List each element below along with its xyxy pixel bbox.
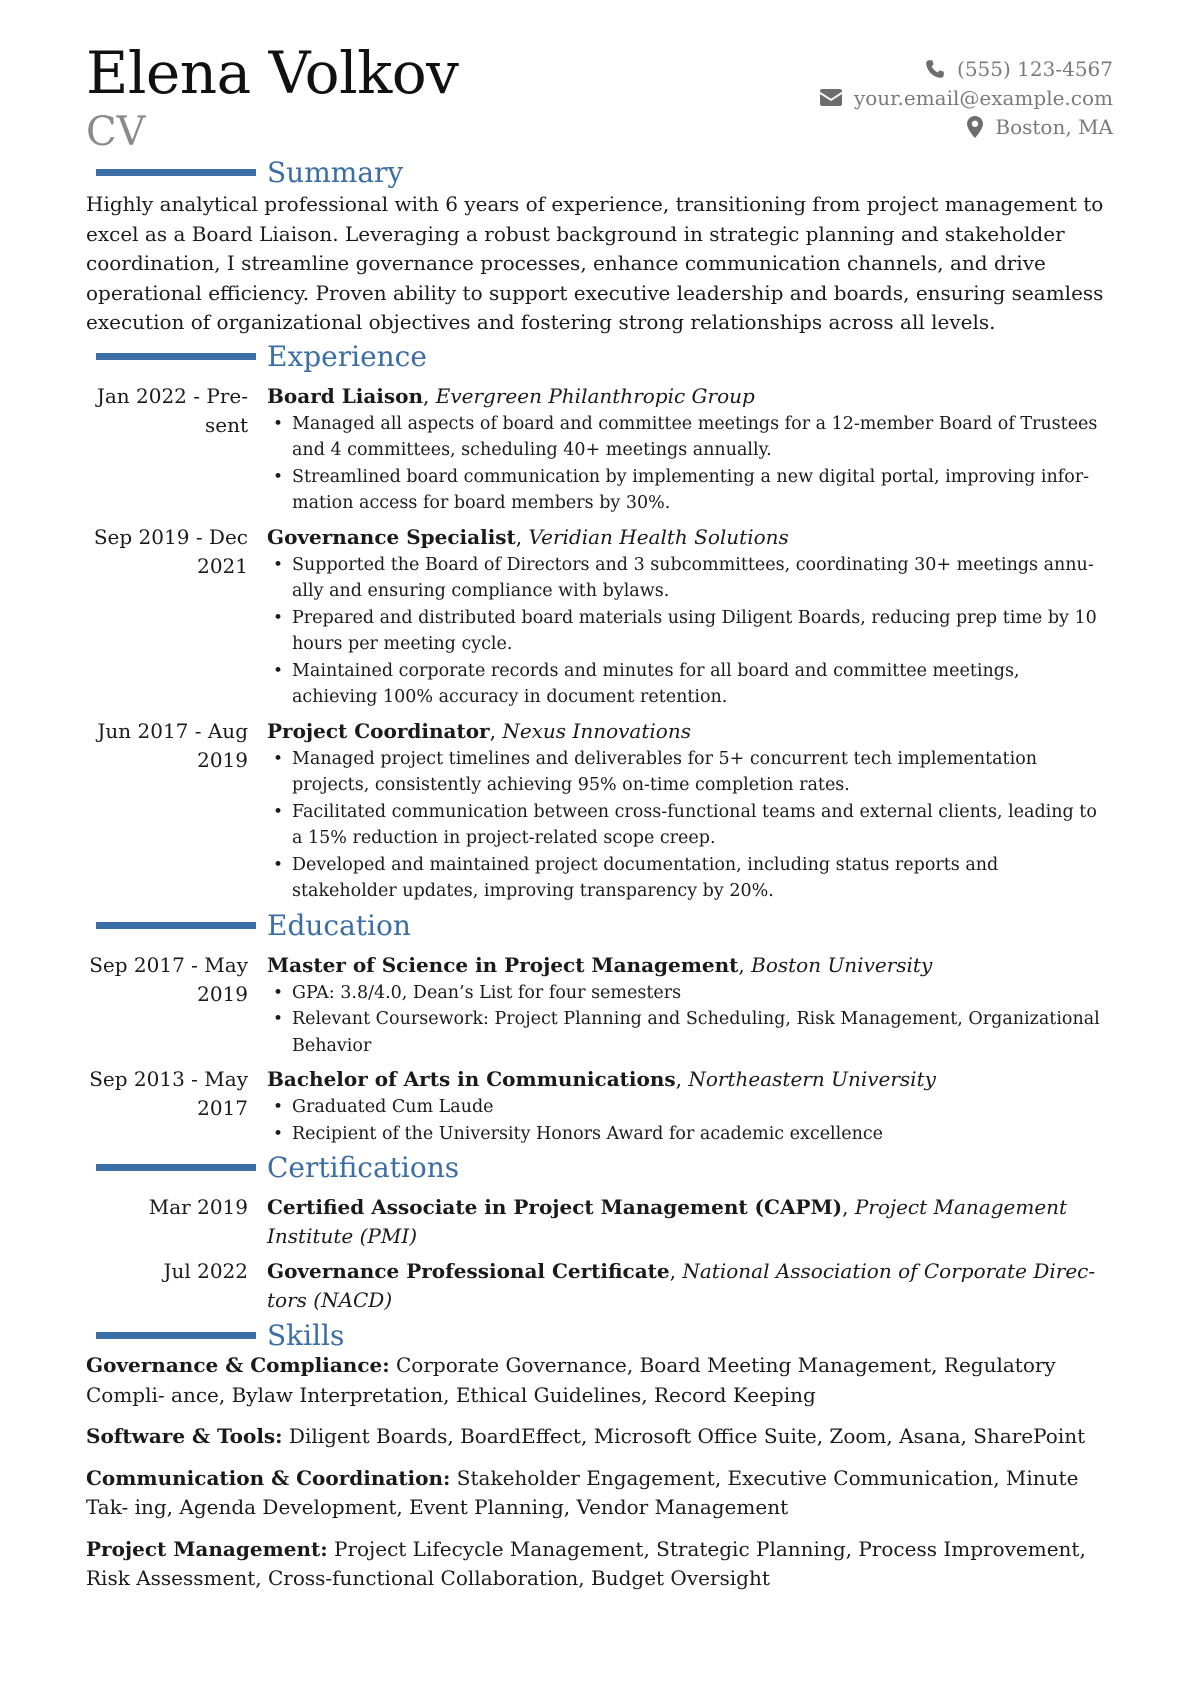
bullet-item: • Supported the Board of Directors and 3 subcommittees, coordinating 30+ meetings annu- ally and ensuring compliance with bylaws. — [267, 552, 1113, 605]
section-title: Experience — [267, 339, 427, 373]
person-name: Elena Volkov — [86, 39, 459, 107]
section-bar — [96, 1164, 256, 1171]
degree-title: Bachelor of Arts in Communications — [267, 1067, 676, 1091]
bullet-item: • Recipient of the University Honors Award for academic excellence — [267, 1121, 1113, 1148]
entry-heading: Board Liaison, Evergreen Philanthropic Group — [267, 383, 755, 408]
institution: Northeastern University — [688, 1067, 936, 1091]
organization: Evergreen Philanthropic Group — [435, 383, 755, 408]
skill-label: Project Management: — [86, 1536, 328, 1561]
entry-date: Jan 2022 - Pre- sent — [96, 383, 248, 437]
skill-label: Communication & Coordination: — [86, 1465, 451, 1490]
entry-heading: Master of Science in Project Management, Boston University — [267, 952, 933, 977]
entry-heading: Governance Professional Certificate, National Association of Corporate Direc- tors (NACD) — [267, 1259, 1096, 1312]
issuer: Project Management Institute (PMI) — [267, 1195, 1068, 1248]
entry-heading: Certified Associate in Project Management (CAPM), Project Management Institute (PMI) — [267, 1195, 1068, 1248]
section-title: Skills — [267, 1319, 345, 1352]
section-education-header — [86, 908, 1113, 947]
bullet-item: • Managed project timelines and deliverables for 5+ concurrent tech implementation projects, consistently achieving 95% on-time completion rates. — [267, 746, 1113, 799]
experience-entry — [86, 523, 1113, 711]
job-title: Board Liaison — [267, 383, 424, 408]
bullet-item: • Developed and maintained project documentation, including status reports and stakeholder updates, improving transparency by 20%. — [267, 852, 1113, 905]
contact-phone[interactable] — [820, 54, 1113, 83]
document-subtitle: CV — [86, 109, 146, 155]
certification-entry — [86, 1257, 1113, 1315]
skill-text: Project Lifecycle Management, Strategic Planning, Process Improvement, Risk Assessment, Cross-functional Collaboration, Budget Oversight — [86, 1536, 1086, 1590]
section-bar — [96, 1332, 256, 1339]
skill-label: Software & Tools: — [86, 1424, 283, 1448]
skill-line — [86, 1422, 1113, 1452]
skill-text: Stakeholder Engagement, Executive Communication, Minute Tak- ing, Agenda Development, Event Planning, Vendor Management — [86, 1465, 1079, 1519]
entry-date: Jun 2017 - Aug 2019 — [97, 718, 248, 772]
certification-title: Certified Associate in Project Management (CAPM) — [267, 1195, 843, 1219]
section-bar — [96, 922, 256, 929]
experience-entry — [86, 382, 1113, 517]
section-title: Certifications — [267, 1151, 460, 1184]
job-title: Project Coordinator — [267, 718, 490, 743]
section-title: Summary — [267, 156, 404, 189]
contact-email[interactable] — [820, 83, 1113, 112]
section-experience-header — [86, 339, 1113, 378]
entry-date: Sep 2013 - May 2017 — [89, 1067, 248, 1120]
education-entry — [86, 1065, 1113, 1147]
bullet-item: • GPA: 3.8/4.0, Dean’s List for four semesters — [267, 980, 1113, 1007]
certification-title: Governance Professional Certificate — [267, 1259, 670, 1283]
skill-line — [86, 1535, 1113, 1594]
entry-date: Mar 2019 — [148, 1195, 248, 1219]
phone-number: (555) 123-4567 — [957, 56, 1113, 81]
organization: Nexus Innovations — [502, 718, 691, 743]
bullet-item: • Facilitated communication between cross-functional teams and external clients, leading to a 15% reduction in project-related scope creep. — [267, 799, 1113, 852]
cv-header — [86, 40, 1113, 158]
certification-entry — [86, 1193, 1113, 1251]
bullet-item: • Maintained corporate records and minutes for all board and committee meetings, achieving 100% accuracy in document retention. — [267, 658, 1113, 711]
bullet-item: • Relevant Coursework: Project Planning and Scheduling, Risk Management, Organizational Behavior — [267, 1006, 1113, 1059]
skill-line — [86, 1351, 1113, 1410]
contact-location — [820, 112, 1113, 141]
contact-block — [820, 54, 1113, 141]
section-skills-header — [86, 1321, 1113, 1357]
skill-text: Diligent Boards, BoardEffect, Microsoft Office Suite, Zoom, Asana, SharePoint — [288, 1424, 1086, 1448]
bullet-item: • Managed all aspects of board and committee meetings for a 12-member Board of Trustees and 4 committees, scheduling 40+ meetings annually. — [267, 411, 1113, 464]
experience-entry — [86, 717, 1113, 905]
entry-heading: Bachelor of Arts in Communications, Northeastern University — [267, 1067, 936, 1091]
section-title: Education — [267, 908, 411, 942]
bullet-item: • Graduated Cum Laude — [267, 1094, 1113, 1121]
skill-text: Corporate Governance, Board Meeting Management, Regulatory Compli- ance, Bylaw Interpretation, Ethical Guidelines, Record Keeping — [86, 1353, 1056, 1407]
map-marker-icon — [967, 116, 983, 138]
bullet-item: • Streamlined board communication by implementing a new digital portal, improving infor- mation access for board members by 30%. — [267, 464, 1113, 517]
email-address: your.email@example.com — [853, 85, 1113, 110]
location-text: Boston, MA — [995, 114, 1113, 139]
section-bar — [96, 169, 256, 176]
entry-date: Sep 2019 - Dec 2021 — [93, 524, 248, 578]
entry-date: Jul 2022 — [163, 1259, 248, 1283]
section-summary-header — [86, 158, 1113, 194]
job-title: Governance Specialist — [267, 524, 516, 549]
entry-heading: Governance Specialist, Veridian Health Solutions — [267, 524, 789, 549]
degree-title: Master of Science in Project Management — [267, 952, 739, 977]
section-bar — [96, 353, 256, 360]
section-certifications-header — [86, 1153, 1113, 1189]
entry-heading: Project Coordinator, Nexus Innovations — [267, 718, 691, 743]
education-entry — [86, 951, 1113, 1060]
skill-line — [86, 1464, 1113, 1523]
bullet-item: • Prepared and distributed board materials using Diligent Boards, reducing prep time by 10 hours per meeting cycle. — [267, 605, 1113, 658]
phone-icon — [925, 59, 945, 79]
skill-label: Governance & Compliance: — [86, 1353, 390, 1377]
institution: Boston University — [751, 952, 933, 977]
summary-text: Highly analytical professional with 6 years of experience, transitioning from project management to excel as a Board Liaison. Leveraging a robust background in strategic planning and stakeholder coordination, I streamline governance processes, enhance communication channels, and drive operational efficiency. Proven ability to support executive leadership and boards, ensuring seamless execution of organizational objectives and fostering strong relationships across all levels. — [86, 192, 1104, 334]
envelope-icon — [820, 89, 842, 106]
cv-page — [86, 40, 1113, 1606]
issuer: National Association of Corporate Direc- tors (NACD) — [267, 1259, 1096, 1312]
organization: Veridian Health Solutions — [528, 524, 789, 549]
entry-date: Sep 2017 - May 2019 — [89, 952, 248, 1006]
